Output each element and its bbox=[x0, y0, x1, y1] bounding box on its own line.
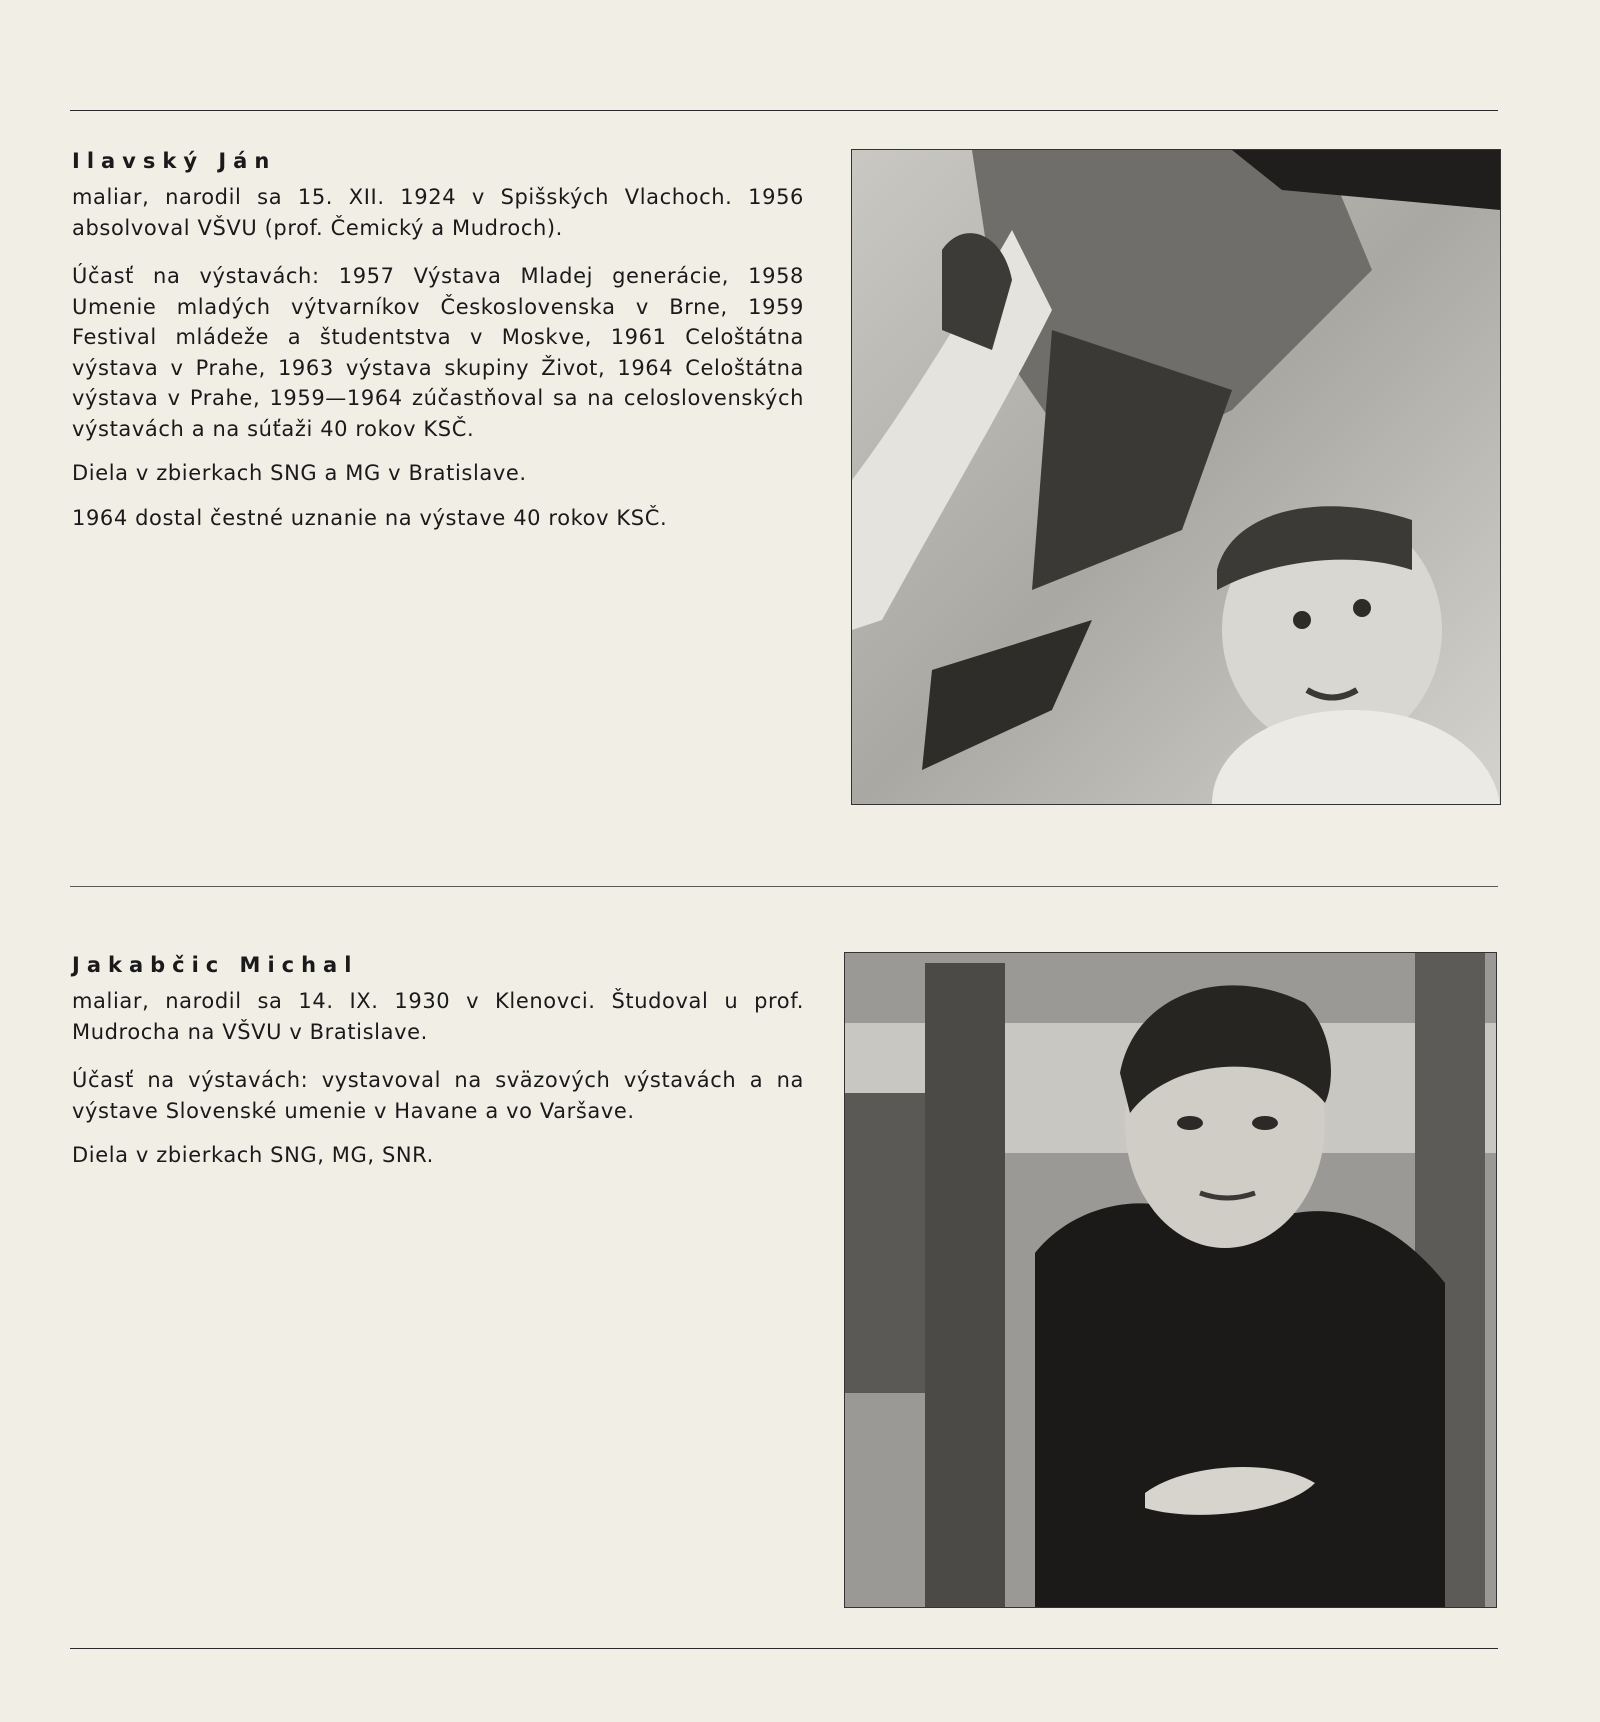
artist-photo-jakabcic bbox=[844, 952, 1497, 1608]
artist-entry-jakabcic bbox=[72, 950, 804, 1185]
artist-collections: Diela v zbierkach SNG, MG, SNR. bbox=[72, 1143, 434, 1167]
artist-award: 1964 dostal čestné uznanie na výstave 40 rokov KSČ. bbox=[72, 505, 668, 530]
artist-exhibitions: Účasť na výstavách: 1957 Výstava Mladej generácie, 1958 Umenie mladých výtvarníkov Československa v Brne, 1959 Festival mládeže a študentstva v Moskve, 1961 Celoštátna výstava v Prahe, 1963 výstava skupiny Život, 1964 Celoštátna výstava v Prahe, 1959—1964 zúčastňoval sa na celoslovenských výstavách a na súťaži 40 rokov KSČ. bbox=[72, 264, 804, 441]
artist-entry-ilavsky bbox=[72, 146, 804, 547]
artist-exhibitions: Účasť na výstavách: vystavoval na sväzových výstavách a na výstave Slovenské umenie v Havane a vo Varšave. bbox=[72, 1068, 804, 1123]
artist-bio: maliar, narodil sa 14. IX. 1930 v Klenovci. Študoval u prof. Mudrocha na VŠVU v Bratislave. bbox=[72, 989, 804, 1044]
artist-bio: maliar, narodil sa 15. XII. 1924 v Spišských Vlachoch. 1956 absolvoval VŠVU (prof. Čemický a Mudroch). bbox=[72, 185, 804, 240]
top-divider bbox=[70, 110, 1498, 111]
artist-name: Ilavský Ján bbox=[72, 149, 277, 173]
artist-name: Jakabčic Michal bbox=[72, 953, 359, 977]
artist-photo-ilavsky bbox=[851, 149, 1501, 805]
bottom-divider bbox=[70, 1648, 1498, 1649]
section-divider bbox=[70, 886, 1498, 887]
artist-collections: Diela v zbierkach SNG a MG v Bratislave. bbox=[72, 461, 527, 485]
